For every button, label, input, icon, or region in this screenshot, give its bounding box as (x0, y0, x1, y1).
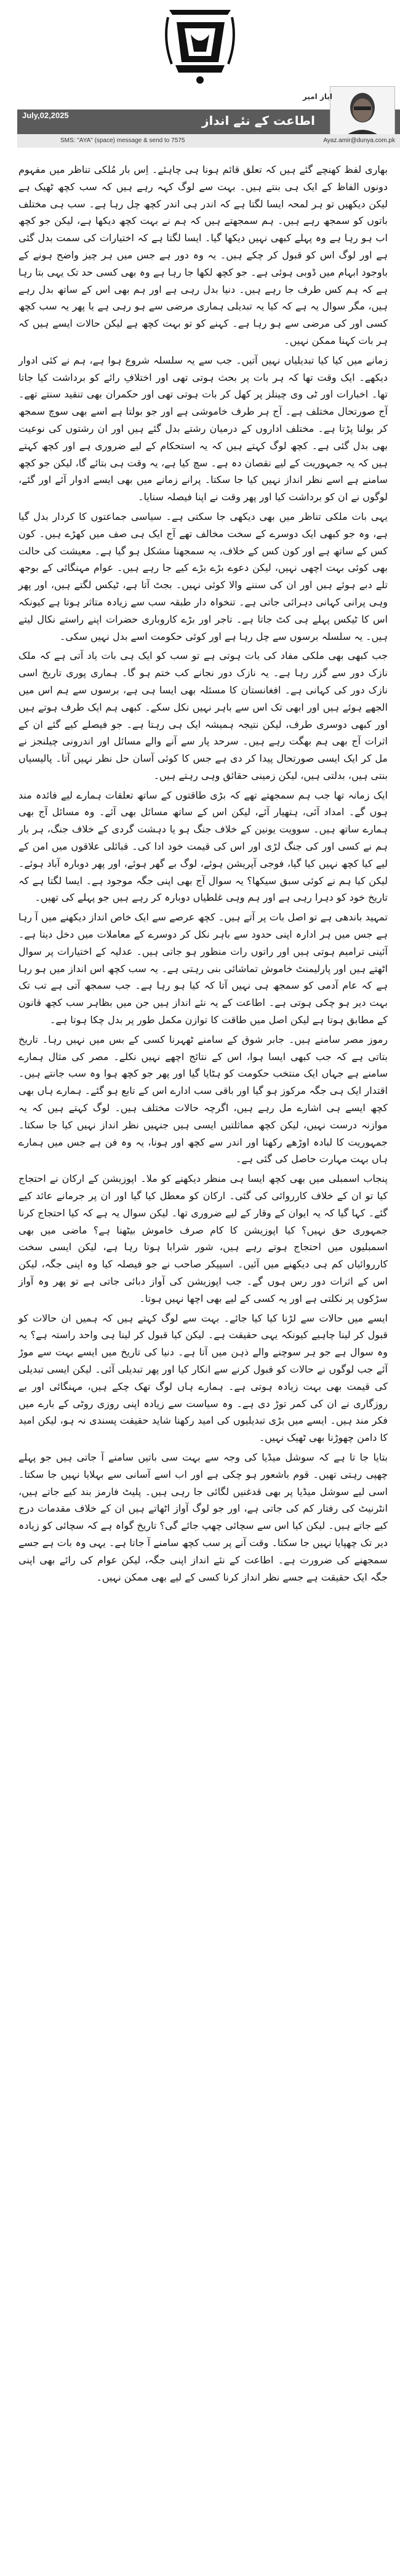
article-paragraph: بھاری لفظ کھنچے گئے ہیں کہ تعلق قائم ہونا ہی چاہئے۔ اِس بار مُلکی تناظر میں مفہوم دونوں الفاظ کے ایک ہی بنتے ہیں۔ بہت سے لوگ کہہ رہے ہیں کہ سب کچھ ٹھیک ہے لیکن دیکھیں تو ہر لمحہ ایسا لگتا ہے کہ اندر ہی اندر کچھ چل رہا ہے۔ سب ہی مختلف باتوں کو سمجھ رہے ہیں۔ ہم سمجھتے ہیں کہ ہم نے بہت کچھ دیکھا ہے، لیکن جو کچھ اب ہو رہا ہے وہ پہلے کبھی نہیں دیکھا گیا۔ ایسا لگتا ہے کہ اختیارات کی سمت بدل گئی ہے اور لوگ اس کو قبول کر چکے ہیں۔ یہ وہ دور ہے جس میں ہر چیز واضح ہونے کے باوجود ابہام میں ڈوبی ہوئی ہے۔ جو کچھ لکھا جا رہا ہے وہ بھی کسی حد تک یہی بتا رہا ہے کہ ہم کس طرف جا رہے ہیں۔ دنیا بدل رہی ہے اور ہم بھی اس کے ساتھ بدل رہے ہیں، مگر سوال یہ ہے کہ کیا یہ تبدیلی ہماری مرضی سے ہو رہی ہے یا پھر یہ سب کچھ کسی اور کی مرضی سے ہو رہا ہے۔ کہنے کو تو بہت کچھ ہے لیکن حالات ایسے ہیں کہ ہر بات کہنا ممکن نہیں۔ (18, 164, 388, 346)
masthead (0, 0, 400, 144)
article-paragraph: ایک زمانہ تھا جب ہم سمجھتے تھے کہ بڑی طاقتوں کے ساتھ تعلقات ہمارے لیے فائدہ مند ہوں گے۔ امداد آئی، ہتھیار آئے، لیکن اس کے ساتھ مسائل بھی آئے۔ وہ مسائل آج بھی ہمارے ساتھ ہیں۔ سوویت یونین کے خلاف جنگ ہو یا دہشت گردی کے خلاف جنگ، ہر بار ہم نے کسی اور کی جنگ لڑی اور اس کی قیمت خود ادا کی۔ قبائلی علاقوں میں امن کے لیے کیا کچھ نہیں کیا گیا، فوجی آپریشن ہوئے، لوگ بے گھر ہوئے، اور پھر دوبارہ آباد ہوئے۔ لیکن کیا ہم نے کوئی سبق سیکھا؟ یہ سوال آج بھی اپنی جگہ موجود ہے۔ ایسا لگتا ہے کہ تاریخ خود کو دہرا رہی ہے اور ہم وہی غلطیاں دوبارہ کر رہے ہیں جو پہلے کی تھیں۔ (18, 789, 388, 904)
article-paragraph: تمہید باندھی ہے تو اصل بات پر آتے ہیں۔ کچھ عرصے سے ایک خاص انداز دیکھنے میں آ رہا ہے جس میں ہر ادارہ اپنی حدود سے باہر نکل کر دوسرے کے معاملات میں دخل دیتا ہے۔ آئینی ترامیم ہوتی ہیں اور راتوں رات منظور ہو جاتی ہیں۔ عدلیہ کے اختیارات پر سوال اٹھتے ہیں اور پارلیمنٹ خاموش تماشائی بنی رہتی ہے۔ یہ سب کچھ اس انداز میں ہو رہا ہے کہ عام آدمی کو سمجھ ہی نہیں آتا کہ کیا ہو رہا ہے۔ جب سمجھ آتی ہے تب تک بہت دیر ہو چکی ہوتی ہے۔ اطاعت کے یہ نئے انداز ہیں جن میں بظاہر سب کچھ قانون کے مطابق ہوتا ہے لیکن اصل میں طاقت کا توازن مکمل طور پر بدل چکا ہوتا ہے۔ (18, 911, 388, 1026)
article-paragraph: ایسے میں حالات سے لڑنا کیا کیا جائے۔ بہت سے لوگ کہتے ہیں کہ ہمیں ان حالات کو قبول کر لینا چاہیے کیونکہ یہی حقیقت ہے۔ لیکن کیا قبول کر لینا ہی واحد راستہ ہے؟ یہ وہ سوال ہے جو ہر سوچنے والے ذہن میں آتا ہے۔ دنیا کی تاریخ میں ایسے بہت سے موڑ آئے جب لوگوں نے حالات کو قبول کرنے سے انکار کیا اور پھر تبدیلی آئی۔ لیکن ایسی تبدیلی کی قیمت بھی بہت زیادہ ہوتی ہے۔ ہمارے ہاں لوگ تھک چکے ہیں، مہنگائی اور بے روزگاری نے ان کی کمر توڑ دی ہے۔ وہ سیاست سے زیادہ اپنی روزی روٹی کے بارے میں فکر مند ہیں۔ ایسے میں بڑی تبدیلیوں کی امید رکھنا شاید حقیقت پسندی نہ ہو، لیکن امید کا دامن چھوڑنا بھی ٹھیک نہیں۔ (18, 1312, 388, 1444)
article-paragraph: رموز مصر سامنے ہیں۔ جابر شوق کے سامنے ٹھہرنا کسی کے بس میں نہیں رہا۔ تاریخ بتاتی ہے کہ جب کبھی ایسا ہوا، اس کے نتائج اچھے نہیں نکلے۔ مصر کی مثال ہمارے سامنے ہے جہاں ایک منتخب حکومت کو ہٹایا گیا اور پھر جو کچھ ہوا وہ سب جانتے ہیں۔ اقتدار ایک ہی جگہ مرکوز ہو گیا اور باقی سب ادارے اس کے تابع ہو گئے۔ ہمارے ہاں بھی کچھ ایسے ہی اشارے مل رہے ہیں، اگرچہ حالات مختلف ہیں۔ لوگ کہتے ہیں کہ یہ موازنہ درست نہیں، لیکن کچھ مماثلتیں ایسی ہیں جنہیں نظر انداز نہیں کیا جا سکتا۔ جمہوریت کا لبادہ اوڑھے رکھنا اور اندر سے کچھ اور ہونا، یہ وہ فن ہے جس میں ہمارے ہاں بہت مہارت حاصل کی گئی ہے۔ (18, 1033, 388, 1165)
publish-date: July,02,2025 (22, 111, 69, 120)
column-title: اطاعت کے نئے انداز (202, 113, 315, 128)
author-photo (330, 86, 395, 142)
article-paragraph: جب کبھی بھی ملکی مفاد کی بات ہوتی ہے تو سب کو ایک ہی بات یاد آتی ہے کہ ملک نازک دور سے گزر رہا ہے۔ یہ نازک دور نجانے کب ختم ہو گا۔ ہماری پوری تاریخ اسی نازک دور کی کہانی ہے۔ افغانستان کا مسئلہ بھی ایسا ہی ہے، برسوں سے ہم اس میں الجھے ہوئے ہیں اور ابھی تک اس سے باہر نہیں نکل سکے۔ کبھی ہم ایک طرف ہوتے ہیں اور کبھی دوسری طرف، لیکن نتیجہ ہمیشہ ایک ہی رہتا ہے۔ جو فیصلے کیے گئے ان کے اثرات آج بھی ہم بھگت رہے ہیں۔ سرحد پار سے آنے والے مسائل اور اندرونی چیلنجز نے مل کر ایک ایسی صورتحال پیدا کر دی ہے جس کا کوئی آسان حل نظر نہیں آتا۔ پالیسیاں بنتی ہیں، بدلتی ہیں، لیکن زمینی حقائق وہی رہتے ہیں۔ (18, 650, 388, 781)
article-paragraph: یہی بات ملکی تناظر میں بھی دیکھی جا سکتی ہے۔ سیاسی جماعتوں کا کردار بدل گیا ہے، وہ جو کبھی ایک دوسرے کے سخت مخالف تھے آج ایک ہی صف میں کھڑے ہیں۔ کون کس کے ساتھ ہے اور کون کس کے خلاف، یہ سمجھنا مشکل ہو گیا ہے۔ معیشت کی حالت بھی کوئی بہت اچھی نہیں، لیکن دعوے بڑے بڑے کیے جا رہے ہیں۔ عوام مہنگائی کے بوجھ تلے دبے ہوئے ہیں اور ان کی سننے والا کوئی نہیں۔ بجٹ آتا ہے، ٹیکس لگتے ہیں، اور پھر وہی پرانی کہانی دہرائی جاتی ہے۔ تنخواہ دار طبقہ سب سے زیادہ متاثر ہوتا ہے کیونکہ اس کا ٹیکس پہلے ہی کٹ جاتا ہے۔ تاجر اور بڑے کاروباری حضرات اپنے راستے نکال لیتے ہیں۔ یہ سلسلہ برسوں سے چل رہا ہے اور کوئی حکومت اسے بدل نہیں سکی۔ (18, 510, 388, 642)
article-body (18, 161, 388, 1588)
sms-info: SMS: "AYA" (space) message & send to 7575 (60, 137, 185, 144)
article-paragraph: بتایا جا تا ہے کہ سوشل میڈیا کی وجہ سے بہت سی باتیں سامنے آ جاتی ہیں جو پہلے چھپی رہتی تھیں۔ قوم باشعور ہو چکی ہے اور اب اسے آسانی سے بہلایا نہیں جا سکتا۔ اسی لیے سوشل میڈیا پر بھی قدغنیں لگائی جا رہی ہیں۔ پلیٹ فارمز بند کیے جاتے ہیں، انٹرنیٹ کی رفتار کم کی جاتی ہے، اور جو لوگ آواز اٹھاتے ہیں ان کے خلاف مقدمات درج کیے جاتے ہیں۔ لیکن کیا اس سے سچائی چھپ جائے گی؟ تاریخ گواہ ہے کہ سچائی کو زیادہ دیر تک چھپایا نہیں جا سکتا۔ وقت آنے پر سب کچھ سامنے آ جاتا ہے۔ یہی وہ بات ہے جسے سمجھنے کی ضرورت ہے۔ اطاعت کے نئے انداز اپنی جگہ، لیکن عوام کی رائے بھی اپنی جگہ ایک حقیقت ہے جسے نظر انداز کرنا کسی کے لیے بھی ممکن نہیں۔ (18, 1451, 388, 1583)
article-paragraph: پنجاب اسمبلی میں بھی کچھ ایسا ہی منظر دیکھنے کو ملا۔ اپوزیشن کے ارکان نے احتجاج کیا تو ان کے خلاف کارروائی کی گئی۔ ارکان کو معطل کیا گیا اور ان پر جرمانے عائد کیے گئے۔ کہا گیا کہ یہ ایوان کے وقار کے لیے ضروری تھا۔ لیکن سوال یہ ہے کہ کیا احتجاج کرنا جمہوری حق نہیں؟ کیا اپوزیشن کا کام صرف خاموش بیٹھنا ہے؟ ماضی میں بھی اسمبلیوں میں احتجاج ہوتے رہے ہیں، شور شرابا ہوتا رہا ہے، لیکن ایسی سخت کارروائیاں کم ہی دیکھنے میں آئیں۔ اسپیکر صاحب نے جو فیصلہ کیا وہ اپنی جگہ، لیکن اس کے اثرات دور رس ہوں گے۔ جب اپوزیشن کی آواز دبائی جاتی ہے تو پھر وہ آواز سڑکوں پر نکلتی ہے اور یہ کسی کے لیے بھی اچھا نہیں ہوتا۔ (18, 1173, 388, 1304)
author-name: ایاز امیر (302, 92, 332, 101)
newspaper-logo-icon (163, 4, 237, 90)
author-portrait-icon (330, 87, 394, 141)
author-email[interactable]: Ayaz.amir@dunya.com.pk (323, 137, 395, 144)
article-paragraph: زمانے میں کیا کیا تبدیلیاں نہیں آتیں۔ جب سے یہ سلسلہ شروع ہوا ہے، ہم نے کئی ادوار دیکھے۔ ایک وقت تھا کہ ہر بات پر بحث ہوتی تھی اور اختلافِ رائے کو برداشت کیا جاتا تھا۔ اخبارات اور ٹی وی چینلز پر کھل کر بات ہوتی تھی اور حکمران بھی تنقید سنتے تھے۔ آج صورتحال مختلف ہے۔ آج ہر طرف خاموشی ہے اور جو بولتا ہے اسے بھی سوچ سمجھ کر بولنا پڑتا ہے۔ مختلف اداروں کے درمیان رشتے بدل گئے ہیں اور ان رشتوں کی نوعیت بھی بدل گئی ہے۔ کچھ لوگ کہتے ہیں کہ یہ استحکام کے لیے ضروری ہے اور کچھ کہتے ہیں کہ یہ جمہوریت کے لیے نقصان دہ ہے۔ سچ کیا ہے، یہ وقت ہی بتائے گا، لیکن جو کچھ سامنے ہے اسے نظر انداز نہیں کیا جا سکتا۔ پرانے زمانے میں بھی ایسے ادوار آئے اور گئے، لوگوں نے ان کو برداشت کیا اور پھر وقت نے اپنا فیصلہ سنایا۔ (18, 354, 388, 503)
